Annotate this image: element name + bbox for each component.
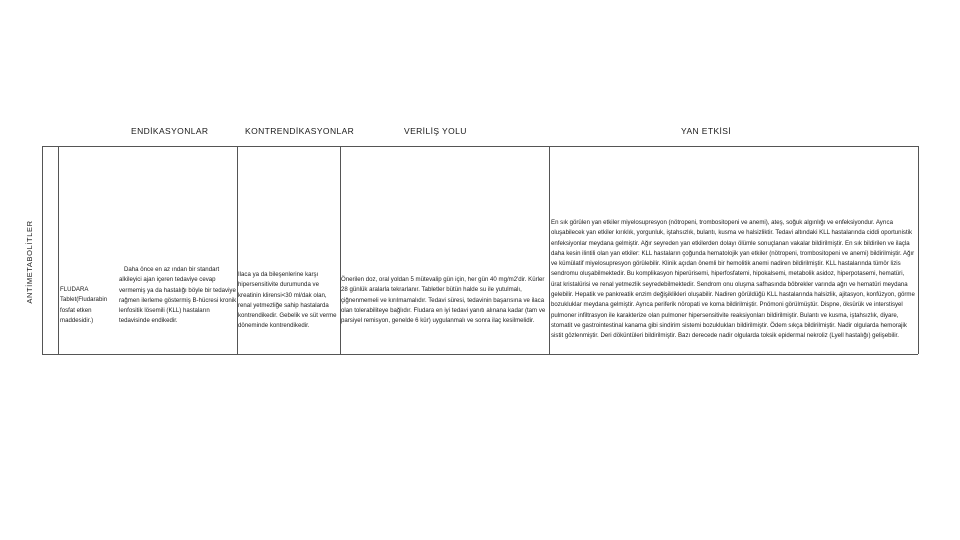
group-label: ANTİMETABOLİTLER xyxy=(25,220,34,304)
verilis-yolu-cell: Önerilen doz, oral yoldan 5 mütevalip gün için, her gün 40 mg/m2'dir. Kürler 28 günlük aralarla tekrarlanır. Tabletler bütün halde su ile yutulmalı, çiğnenmemeli ve kırılmamalıdır. Tedavi süresi, tedavinin başarısına ve ilaca olan tolerabiliteye bağlıdır. Fludara en iyi tedavi yanıtı alınana kadar (tam ve parsiyel remisyon, genelde 6 kür) uygulanmalı ve sonra ilaç kesilmelidir. xyxy=(341,276,546,325)
header-verilis-yolu: VERİLİŞ YOLU xyxy=(404,126,467,136)
yan-etkisi-cell: En sık görülen yan etkiler miyelosupresyon (nötropeni, trombositopeni ve anemi), ateş, soğuk algınlığı ve enfeksiyondur. Ayrıca oluşabilecek yan etkiler kırıklık, yorgunluk, iştahsızlık, bulantı, kusma ve halsizliktir. Tedavi altındaki KLL hastalarında ciddi oportunistik enfeksiyonlar meydana gelmiştir. Ağır seyreden yan etkilerden dolayı ölümle sonuçlanan vakalar bildirilmiştir. En sık bildirilen ve ilaçla daha kesin ilintili olan yan etkiler: KLL hastaların çoğunda hematolojik yan etkiler (nötropeni, trombositopeni ve anemi) bildirilmiştir. Ağır ve kümülatif miyelosupresyon görülebilir. Klinik açıdan önemli bir hemolitik anemi nadiren bildirilmiştir. KLL hastalarında tümör lizis sendromu oluşabilmektedir. Bu komplikasyon hiperürisemi, hiperfosfatemi, hipokalsemi, metabolik asidoz, hiperpotasemi, hematüri, ürat kristalürisi ve renal yetmezlik seyredebilmektedir. Sendrom onu oluşma safhasında böbrekler varında ağrı ve hematüri meydana gelebilir. Hepatik ve pankreatik enzim değişiklikleri oluşabilir. Nadiren görüldüğü KLL hastalarında halsizlik, ajitasyon, konfüzyon, görme bozukluklar meydana gelmiştir. Ayrıca periferik nöropati ve koma bildirilmiştir. Pnömoni görülmüştür. Dispne, öksürük ve interstisyel pulmoner infiltrasyon ile karakterize olan pulmoner hipersensitivite reaksiyonları bildirilmiştir. Bulantı ve kusma, iştahsızlık, diyare, stomatit ve gastrointestinal kanama gibi sindirim sistemi bozuklukları bildirilmiştir. Ödem sıkça bildirilmiştir. Nadir olgularda hemorajik sistit gözlenmiştir. Deri döküntüleri bildirilmiştir. Bazı derecede nadir olgularda toksik epidermal nekroliz (Lyell hastalığı) gelişebilir. xyxy=(551,219,915,340)
column-divider xyxy=(42,146,43,354)
drug-cell: FLUDARA Tablet(Fludarabin fosfat etken maddesidir.) xyxy=(60,286,108,324)
header-kontrendikasyon: KONTRENDİKASYONLAR xyxy=(245,126,355,136)
header-yan-etkisi: YAN ETKİSİ xyxy=(681,126,732,136)
endikasyon-cell: Daha önce en az ından bir standart alkileyici ajan içeren tedaviye cevap vermemiş ya da hastalığı böyle bir tedaviye rağmen ilerleme göstermiş B-hücresi kronik lenfositik lösemili (KLL) hastaların tedavisinde endikedir. xyxy=(119,266,237,325)
column-divider xyxy=(58,146,59,354)
column-divider xyxy=(549,146,550,354)
column-divider xyxy=(918,146,919,354)
header-endikasyon: ENDİKASYONLAR xyxy=(131,126,209,136)
kontrendikasyon-cell: Ilaca ya da bileşenlerine karşı hipersensitivite durumunda ve kreatinin klirensi<30 ml/dak olan, renal yetmezliğe sahip hastalarda kontrendikedir. Gebelik ve süt verme döneminde kontrendikedir. xyxy=(238,271,337,330)
